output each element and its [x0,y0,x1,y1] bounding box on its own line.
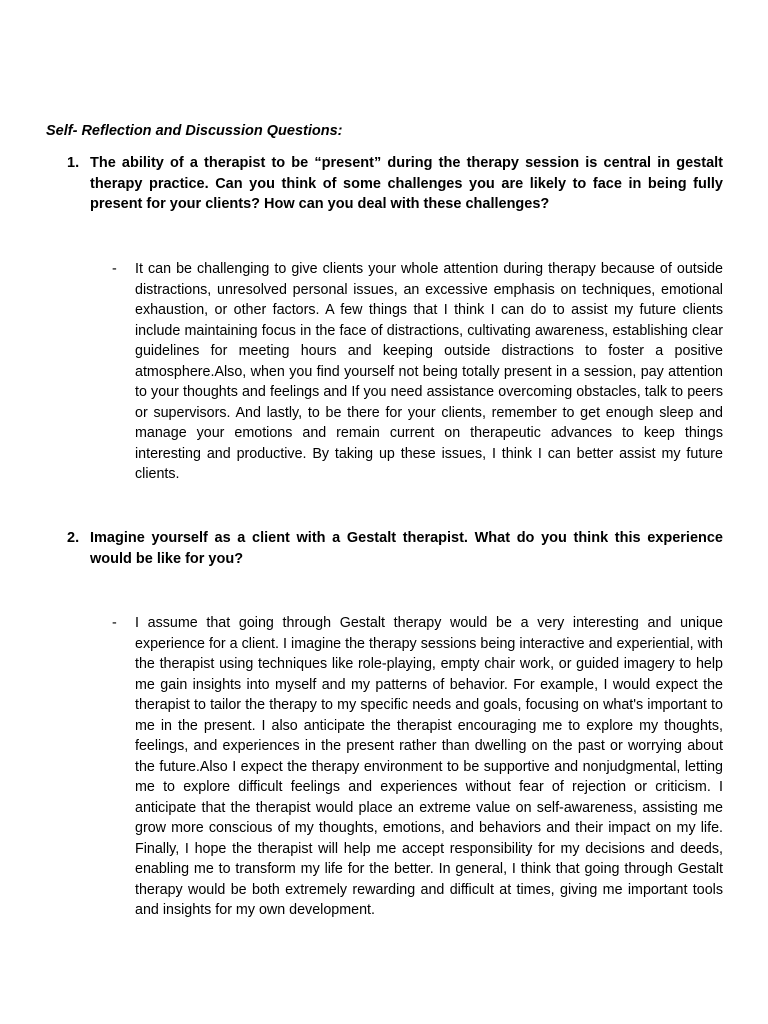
answer-text: I assume that going through Gestalt therapy would be a very interesting and unique experience for a client. I imagine the therapy sessions being interactive and experiential, with the therapist using techniques like role-playing, empty chair work, or guided imagery to help me gain insights into myself and my patterns of behavior. For example, I would expect the therapist to tailor the therapy to my specific needs and goals, focusing on what's important to me in the present. I also anticipate the therapist encouraging me to explore my thoughts, feelings, and experiences in the present rather than dwelling on the past or worrying about the future.Also I expect the therapy environment to be supportive and nonjudgmental, letting me to explore difficult feelings and experiences without fear of rejection or criticism. I anticipate that the therapist would place an extreme value on self-awareness, assisting me grow more conscious of my thoughts, emotions, and behaviors and their impact on my life. Finally, I hope the therapist will help me accept responsibility for my decisions and deeds, enabling me to transform my life for the better. In general, I think that going through Gestalt therapy would be both extremely rewarding and difficult at times, giving me important tools and insights for my own development. [135,615,723,918]
answer-bullet: - [112,261,117,277]
question-2 [67,528,723,569]
answer-2 [112,613,723,921]
question-number: 2. [67,530,80,546]
question-1 [67,153,723,215]
question-text: Imagine yourself as a client with a Gestalt therapist. What do you think this experience would be like for you? [90,530,723,567]
question-number: 1. [67,155,80,171]
answer-bullet: - [112,615,117,631]
question-text: The ability of a therapist to be “present” during the therapy session is central in gestalt therapy practice. Can you think of some challenges you are likely to face in being fully present for your clients? How can you deal with these challenges? [90,155,723,213]
answer-1 [112,259,723,485]
section-heading: Self- Reflection and Discussion Questions: [46,123,343,139]
answer-text: It can be challenging to give clients your whole attention during therapy because of outside distractions, unresolved personal issues, an excessive emphasis on techniques, emotional exhaustion, or other factors. A few things that I think I can do to assist my future clients include maintaining focus in the face of distractions, cultivating awareness, establishing clear guidelines for meeting hours and keeping outside distractions to foster a positive atmosphere.Also, when you find yourself not being totally present in a session, pay attention to your thoughts and feelings and If you need assistance overcoming obstacles, talk to peers or supervisors. And lastly, to be there for your clients, remember to get enough sleep and manage your emotions and remain current on therapeutic advances to keep things interesting and productive. By taking up these issues, I think I can better assist my future clients. [135,261,723,482]
